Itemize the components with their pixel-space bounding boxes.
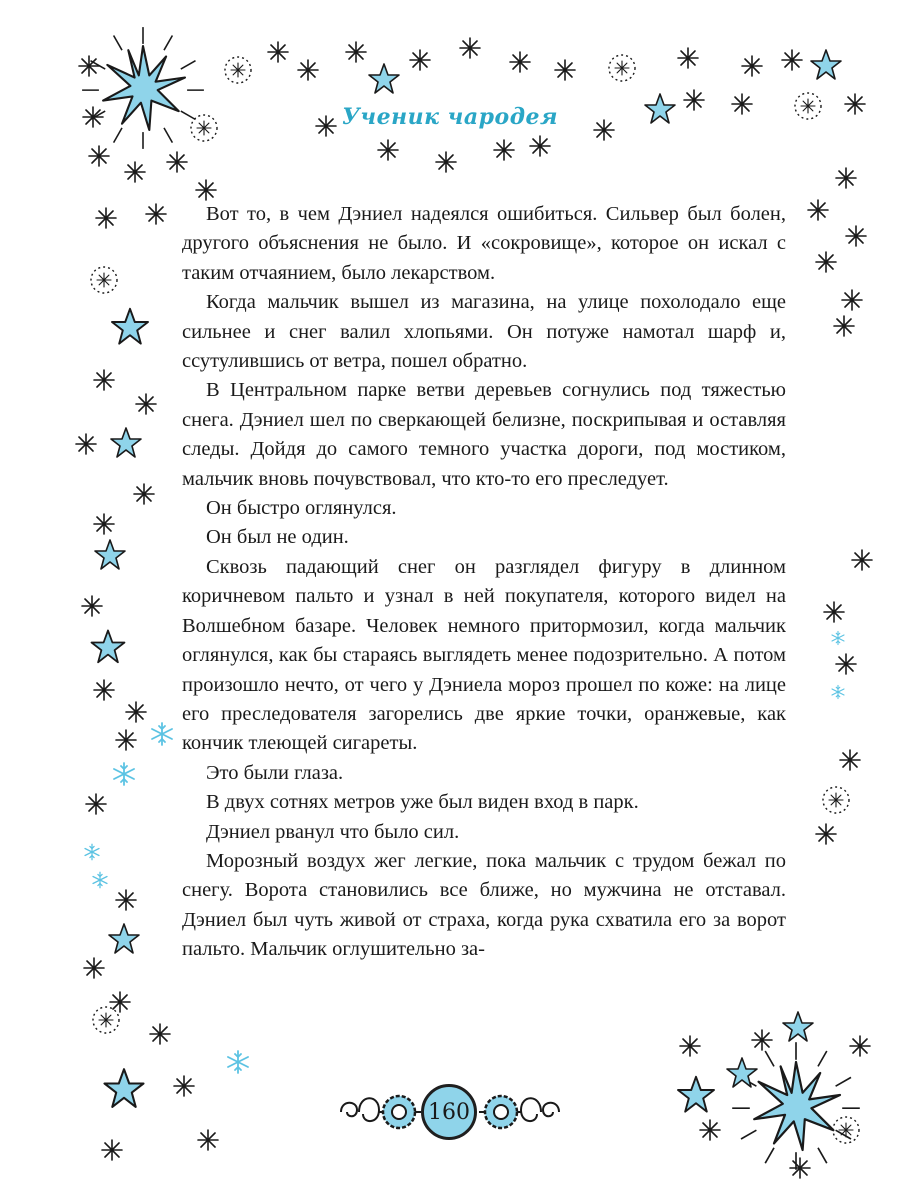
paragraph: Это были глаза. (206, 761, 344, 784)
paragraph: Он быстро оглянулся. (206, 497, 397, 520)
paragraph: Дэниел рванул что было сил. (206, 820, 460, 843)
paragraph: Вот то, в чем Дэниел надеялся ошибиться. Сильвер был болен, другого объяснения не было. И «сокровище», которое он искал с таким отчаянием, было лекарством. (182, 203, 786, 284)
page-number-ornament (333, 1070, 567, 1154)
paragraph: Сквозь падающий снег он разглядел фигуру в длинном коричневом пальто и узнал в ней покупателя, которого видел на Волшебном базаре. Человек немного притормозил, когда мальчик оглянулся, как бы стараясь выглядеть менее подозрительно. А потом произошло нечто, от чего у Дэниела мороз прошел по коже: на лице его преследователя загорелись две яркие точки, оранжевые, как кончик тлеющей сигареты. (182, 555, 786, 755)
paragraph: Морозный воздух жег легкие, пока мальчик с трудом бежал по снегу. Ворота становились все ближе, но мужчина не отставал. Дэниел был чуть живой от страха, когда рука схватила его за ворот пальто. Мальчик оглушительно за- (182, 849, 786, 961)
page-number: 160 (421, 1084, 477, 1140)
paragraph: Когда мальчик вышел из магазина, на улице похолодало еще сильнее и снег валил хлопьями. Он потуже намотал шарф и, ссутулившись от ветра, пошел обратно. (182, 291, 786, 373)
running-header-title: Ученик чародея (342, 104, 558, 130)
paragraph: Он был не один. (206, 526, 349, 549)
paragraph: В Центральном парке ветви деревьев согнулись под тяжестью снега. Дэниел шел по сверкающей белизне, поскрипывая и оставляя следы. Дойдя до самого темного участка дороги, под мостиком, мальчик вновь почувствовал, что кто-то его преследует. (182, 379, 786, 490)
page-body (182, 200, 786, 965)
paragraph: В двух сотнях метров уже был виден вход в парк. (206, 791, 639, 814)
